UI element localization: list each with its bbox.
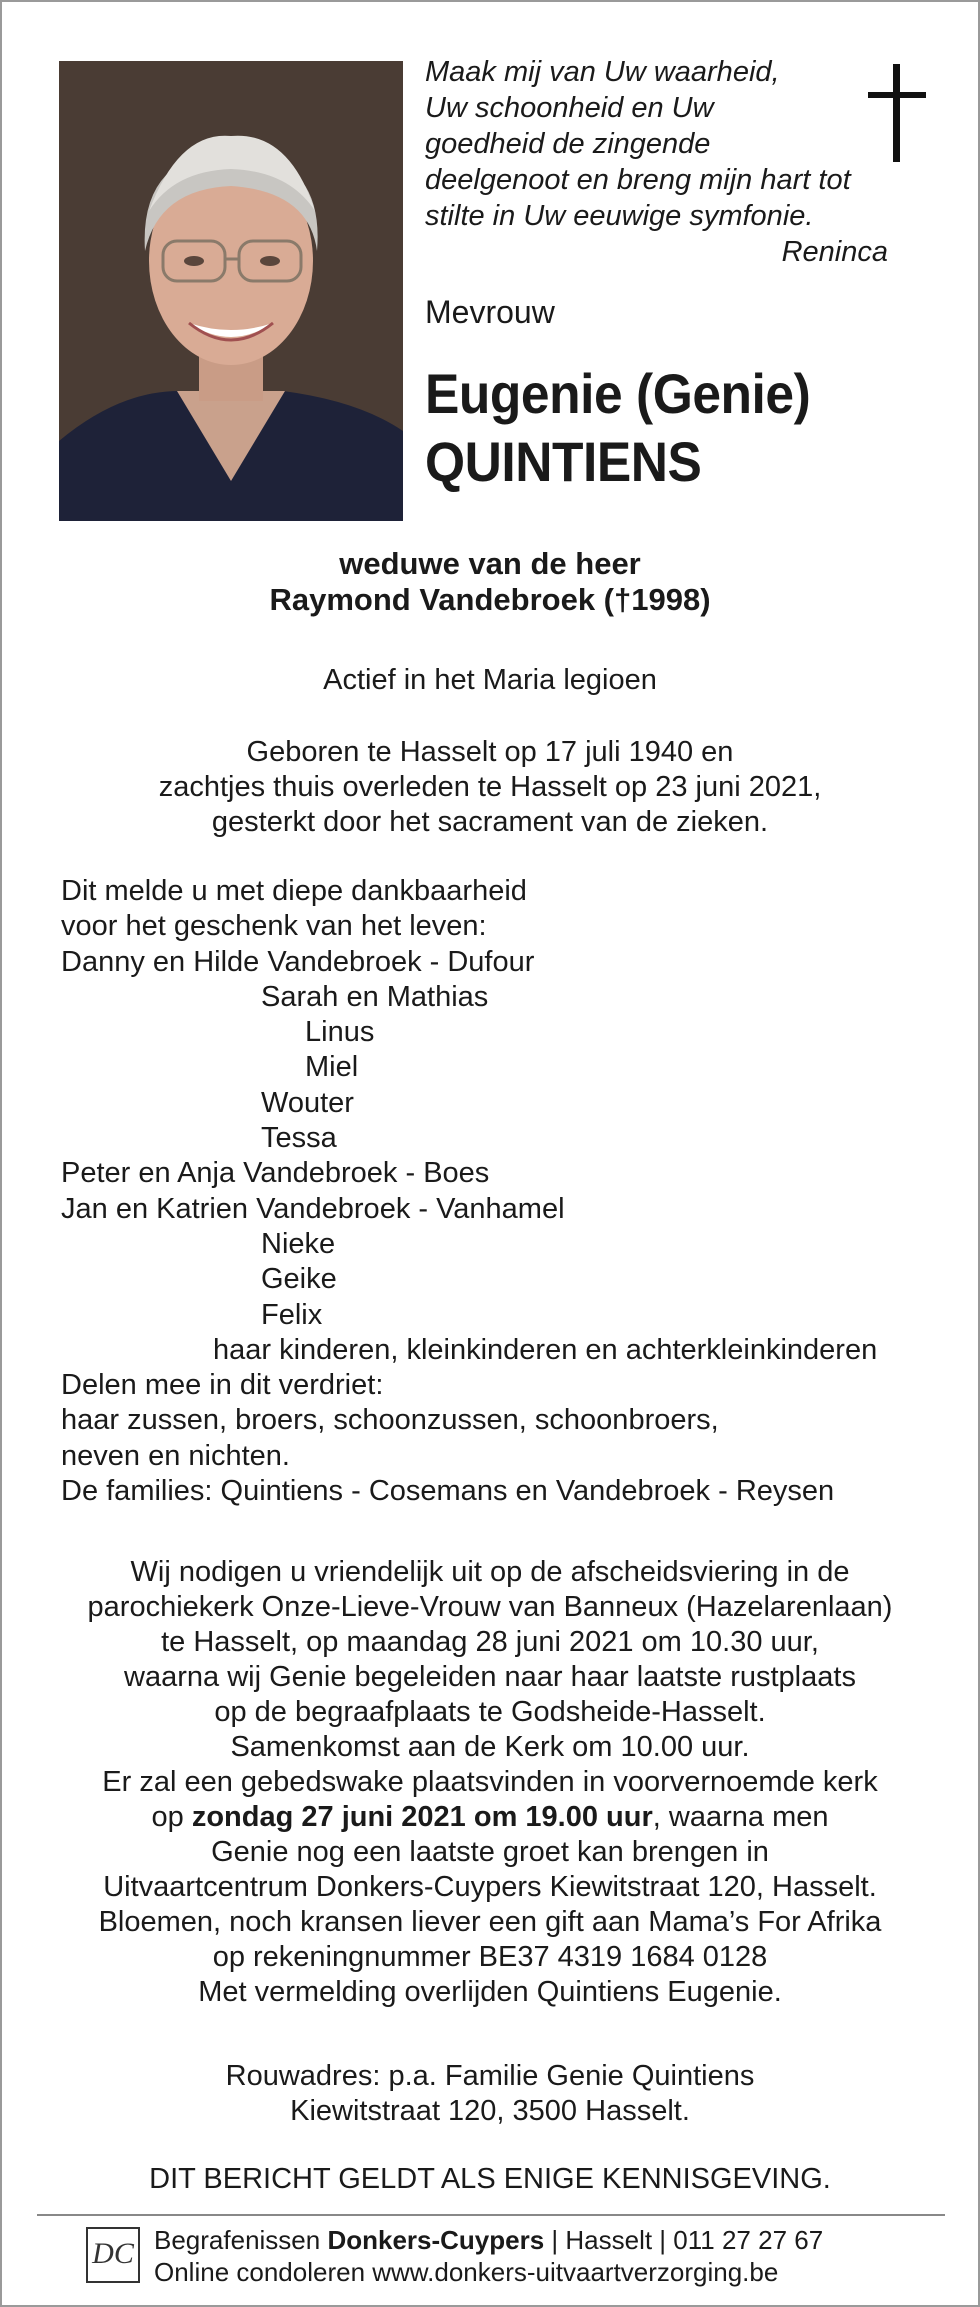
family-line: Danny en Hilde Vandebroek - Dufour [61, 945, 535, 978]
text-line: waarna wij Genie begeleiden naar haar laatste rustplaats [124, 1661, 856, 1693]
family-line: De families: Quintiens - Cosemans en Vandebroek - Reysen [61, 1475, 835, 1508]
portrait-photo [59, 61, 403, 521]
poem-line: goedheid de zingende [425, 128, 711, 160]
poem-line: Maak mij van Uw waarheid, [425, 56, 780, 88]
poem-line: deelgenoot en breng mijn hart tot [425, 164, 851, 196]
family-line: Sarah en Mathias [261, 980, 489, 1013]
poem-line: stilte in Uw eeuwige symfonie. [425, 200, 814, 232]
text-line: op rekeningnummer BE37 4319 1684 0128 [212, 1941, 768, 1973]
text-line: Met vermelding overlijden Quintiens Eugenie. [198, 1976, 782, 2008]
activity: Actief in het Maria legioen [323, 664, 657, 696]
wake-line: op zondag 27 juni 2021 om 19.00 uur, waarna men [151, 1801, 829, 1833]
ceremony [2, 1555, 978, 2010]
family-line: Nieke [261, 1227, 336, 1260]
family-line: Delen mee in dit verdriet: [61, 1369, 384, 1402]
family-line: Miel [305, 1051, 359, 1084]
family-line: Tessa [261, 1122, 337, 1155]
poem [425, 54, 905, 270]
text-line: Genie nog een laatste groet kan brengen in [211, 1836, 769, 1868]
text-line: Kiewitstraat 120, 3500 Hasselt. [290, 2095, 690, 2127]
family-line: Dit melde u met diepe dankbaarheid [61, 875, 527, 907]
text-line: parochiekerk Onze-Lieve-Vrouw van Banneux (Hazelarenlaan) [87, 1591, 893, 1623]
mourning-address [2, 2059, 978, 2129]
text-line: Samenkomst aan de Kerk om 10.00 uur. [230, 1731, 750, 1763]
family-line: Jan en Katrien Vandebroek - Vanhamel [61, 1192, 565, 1225]
last-name: QUINTIENS [425, 430, 702, 493]
text-line: Rouwadres: p.a. Familie Genie Quintiens [225, 2060, 755, 2092]
widow-spouse: Raymond Vandebroek (†1998) [269, 582, 711, 617]
footer-divider [37, 2214, 945, 2216]
family-line: Peter en Anja Vandebroek - Boes [61, 1157, 490, 1190]
deceased-name [425, 360, 810, 496]
company-logo: DC [86, 2227, 140, 2283]
text-line: te Hasselt, op maandag 28 juni 2021 om 10.30 uur, [161, 1626, 819, 1658]
text-line: Geboren te Hasselt op 17 juli 1940 en [246, 736, 734, 768]
family-list [61, 874, 877, 1509]
family-line: Geike [261, 1263, 337, 1296]
family-line: voor het geschenk van het leven: [61, 910, 487, 943]
text-line: op de begraafplaats te Godsheide-Hasselt. [214, 1696, 766, 1728]
footer-line-1: Begrafenissen Donkers-Cuypers | Hasselt | 011 27 27 67 [154, 2225, 824, 2255]
text-line: Wij nodigen u vriendelijk uit op de afscheidsviering in de [130, 1556, 850, 1588]
family-line: haar kinderen, kleinkinderen en achterkleinkinderen [213, 1333, 878, 1366]
text-line: Uitvaartcentrum Donkers-Cuypers Kiewitstraat 120, Hasselt. [103, 1871, 877, 1903]
notice: DIT BERICHT GELDT ALS ENIGE KENNISGEVING. [149, 2163, 831, 2195]
first-name: Eugenie (Genie) [425, 362, 811, 425]
cross-icon [868, 64, 926, 162]
family-line: neven en nichten. [61, 1439, 290, 1472]
footer-website-link[interactable]: Online condoleren www.donkers-uitvaartverzorging.be [154, 2257, 779, 2287]
poem-line: Uw schoonheid en Uw [425, 92, 714, 124]
text-line: Bloemen, noch kransen liever een gift aan Mama’s For Afrika [98, 1906, 882, 1938]
text-line: zachtjes thuis overleden te Hasselt op 23 juni 2021, [158, 771, 822, 803]
family-line: Felix [261, 1298, 323, 1331]
birth-death [2, 735, 978, 840]
poem-author: Reninca [781, 236, 888, 268]
text-line: gesterkt door het sacrament van de zieken. [211, 806, 769, 838]
honorific: Mevrouw [425, 294, 555, 330]
text-line: Er zal een gebedswake plaatsvinden in voorvernoemde kerk [102, 1766, 878, 1798]
company-name: Donkers-Cuypers [327, 2225, 545, 2255]
family-line: Wouter [261, 1086, 354, 1119]
family-line: Linus [305, 1016, 375, 1049]
widow-line: weduwe van de heer [339, 546, 641, 581]
footer [154, 2224, 823, 2288]
wake-datetime: zondag 27 juni 2021 om 19.00 uur [191, 1801, 653, 1833]
family-line: haar zussen, broers, schoonzussen, schoonbroers, [61, 1404, 719, 1437]
